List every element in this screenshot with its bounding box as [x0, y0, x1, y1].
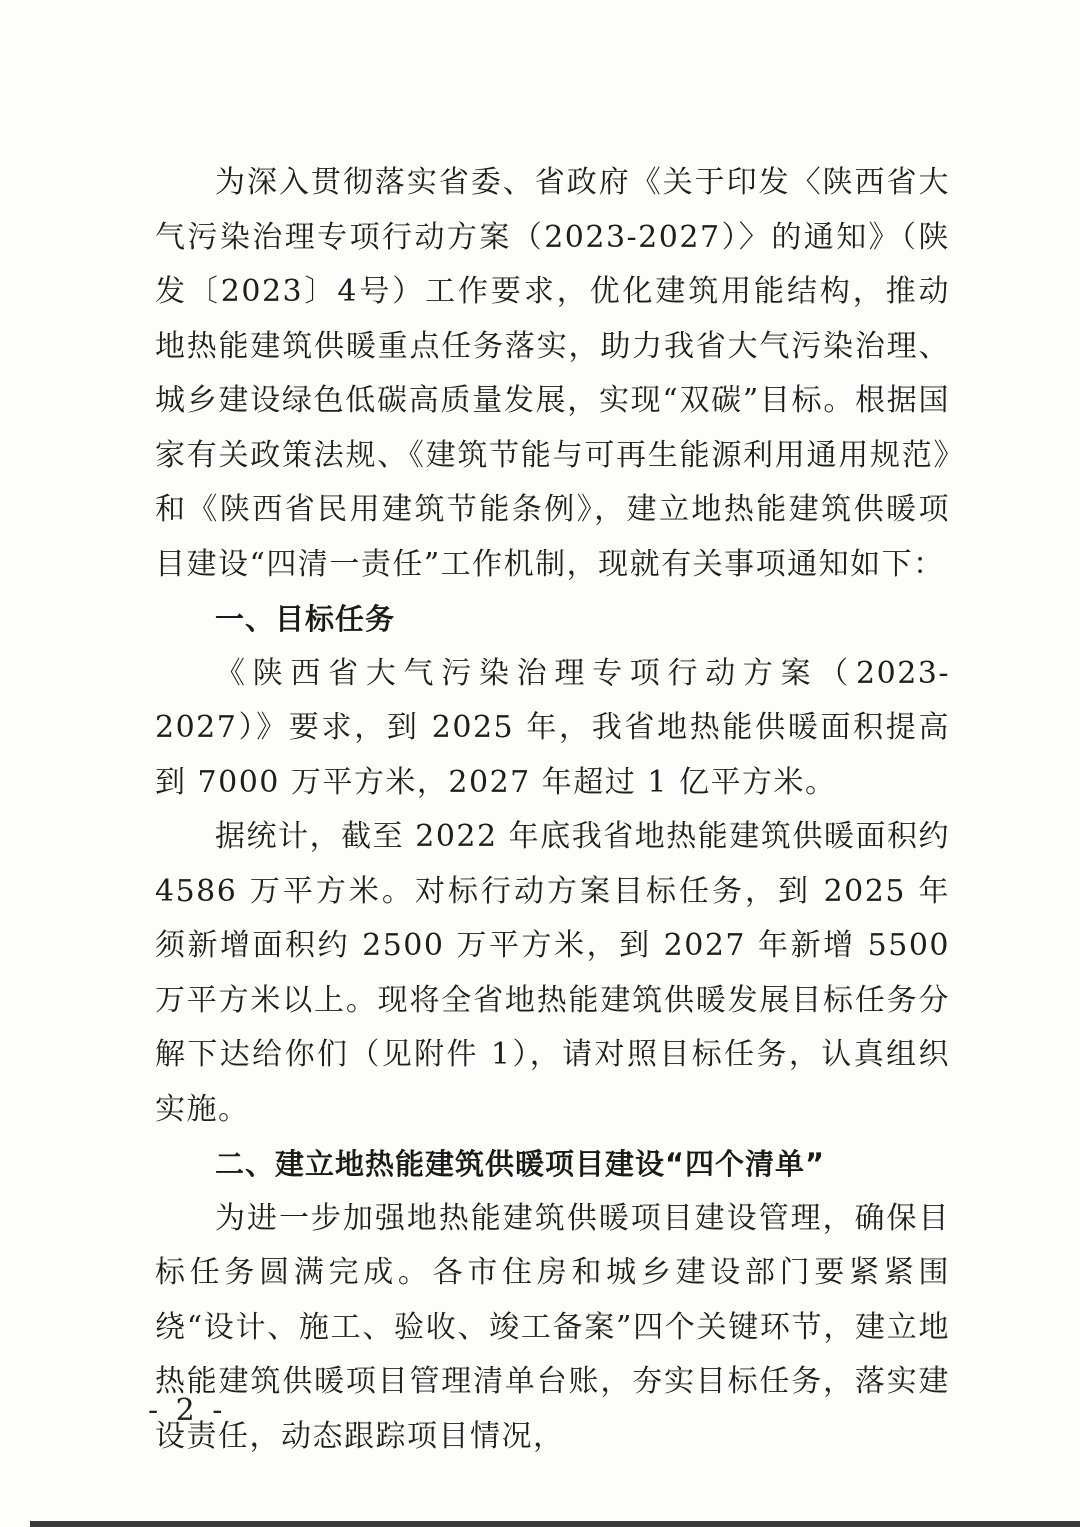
section-2-paragraph-1: 为进一步加强地热能建筑供暖项目建设管理，确保目标任务圆满完成。各市住房和城乡建设部门要紧紧围绕“设计、施工、验收、竣工备案”四个关键环节，建立地热能建筑供暖项目管理清单台账，夯实目标任务，落实建设责任，动态跟踪项目情况，: [155, 1200, 950, 1454]
section-2-heading: 二、建立地热能建筑供暖项目建设“四个清单”: [215, 1147, 826, 1181]
bottom-edge-rule: [30, 1521, 1080, 1527]
intro-paragraph: 为深入贯彻落实省委、省政府《关于印发〈陕西省大气污染治理专项行动方案（2023-2027）〉的通知》（陕发〔2023〕4号）工作要求，优化建筑用能结构，推动地热能建筑供暖重点任务落实，助力我省大气污染治理、城乡建设绿色低碳高质量发展，实现“双碳”目标。根据国家有关政策法规、《建筑节能与可再生能源利用通用规范》和《陕西省民用建筑节能条例》，建立地热能建筑供暖项目建设“四清一责任”工作机制，现就有关事项通知如下：: [155, 165, 950, 582]
section-1-heading: 一、目标任务: [215, 602, 396, 636]
document-body: [155, 156, 950, 1464]
section-1-paragraph-1: 《陕西省大气污染治理专项行动方案（2023-2027）》要求，到 2025 年，我省地热能供暖面积提高到 7000 万平方米，2027 年超过 1 亿平方米。: [155, 655, 950, 800]
section-1-paragraph-2: 据统计，截至 2022 年底我省地热能建筑供暖面积约 4586 万平方米。对标行动方案目标任务，到 2025 年须新增面积约 2500 万平方米，到 2027 年新增 5500 万平方米以上。现将全省地热能建筑供暖发展目标任务分解下达给你们（见附件 1），请对照目标任务，认真组织实施。: [155, 819, 950, 1127]
page-number: - 2 -: [148, 1393, 227, 1428]
